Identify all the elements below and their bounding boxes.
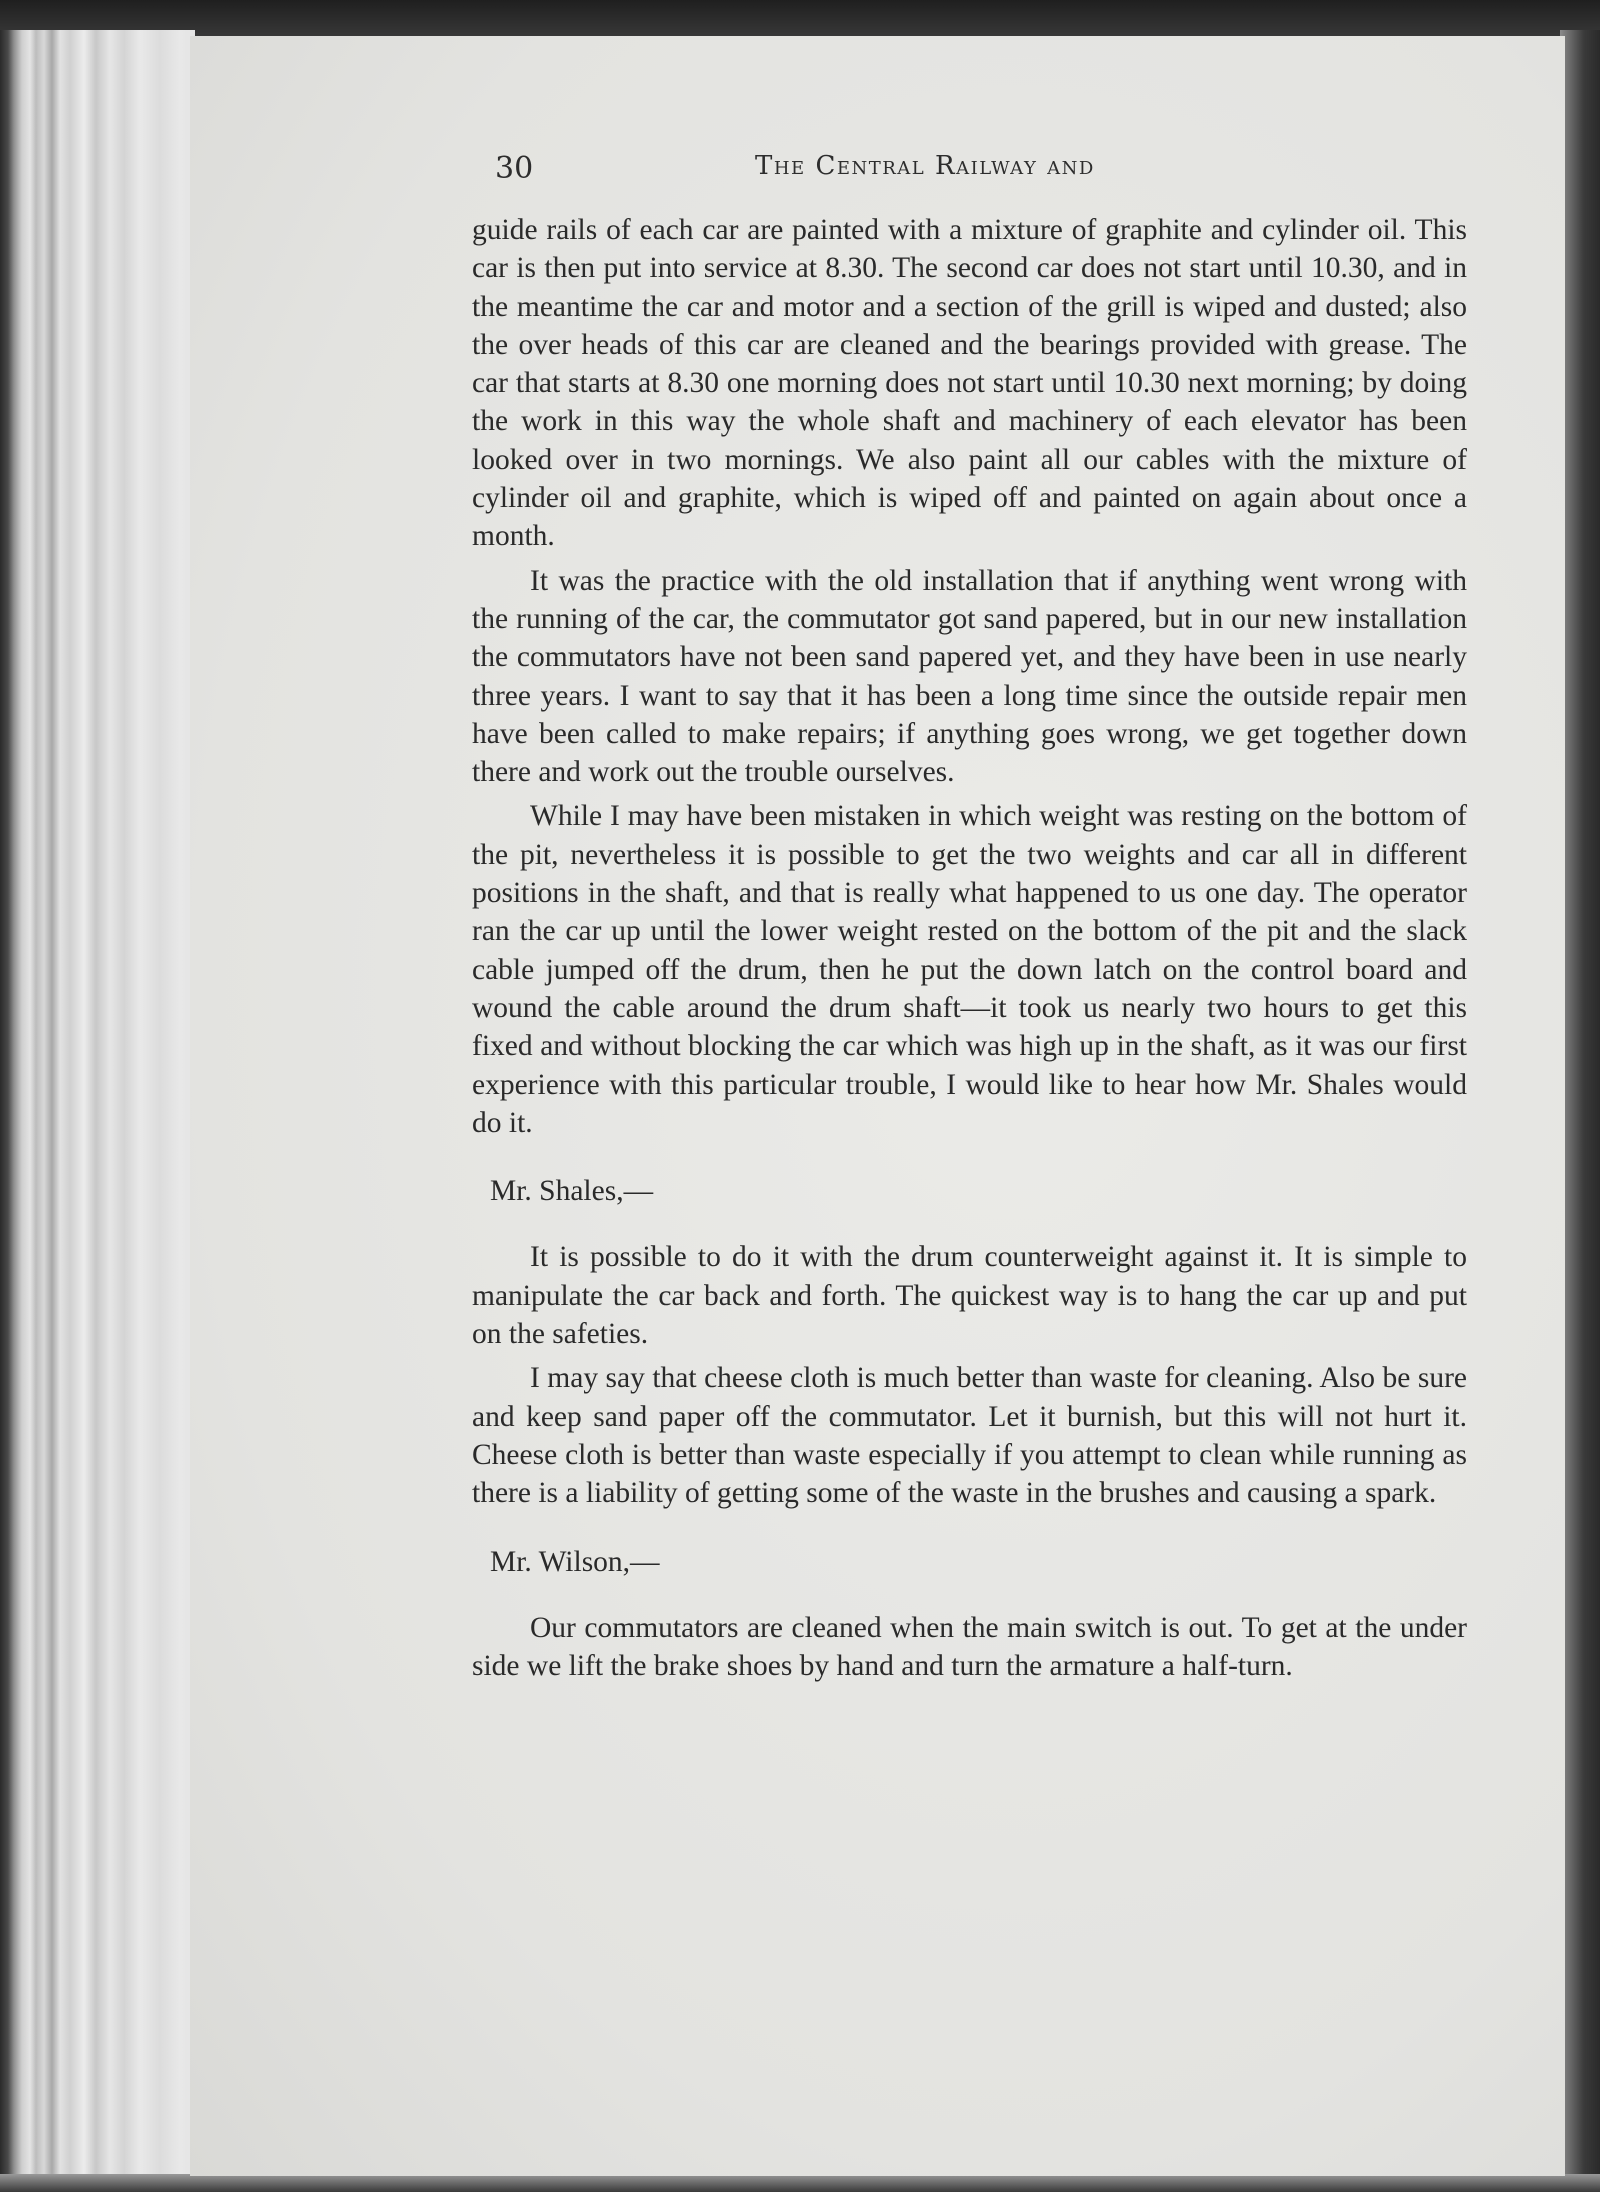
- page-body: [472, 211, 1467, 1685]
- paragraph-3: While I may have been mistaken in which weight was resting on the bottom of the pit, nevertheless it is possible to get the two weights and car all in different positions in the shaft, and that is really what happened to us one day. The operator ran the car up until the lower weight rested on the bottom of the pit and the slack cable jumped off the drum, then he put the down latch on the control board and wound the cable around the drum shaft—it took us nearly two hours to get this fixed and without blocking the car which was high up in the shaft, as it was our first experience with this particular trouble, I would like to hear how Mr. Shales would do it.: [472, 800, 1467, 1139]
- scan-top-edge: [0, 0, 1600, 40]
- page-number: 30: [495, 151, 534, 186]
- book-binding-edge: [0, 30, 195, 2192]
- paragraph-6: Our commutators are cleaned when the main switch is out. To get at the under side we lift the brake shoes by hand and turn the armature a half-turn.: [472, 1611, 1467, 1683]
- scan-bottom-edge: [0, 2174, 1600, 2192]
- paragraph-1: guide rails of each car are painted with a mixture of graphite and cylinder oil. This car is then put into service at 8.30. The second car does not start until 10.30, and in the meantime the car and motor and a section of the grill is wiped and dusted; also the over heads of this car are cleaned and the bearings provided with grease. The car that starts at 8.30 one morning does not start until 10.30 next morning; by doing the work in this way the whole shaft and machinery of each elevator has been looked over in two mornings. We also paint all our cables with the mixture of cylinder oil and graphite, which is wiped off and painted on again about once a month.: [472, 214, 1467, 553]
- running-title: The Central Railway and: [755, 151, 1095, 181]
- paragraph-5: I may say that cheese cloth is much better than waste for cleaning. Also be sure and keep sand paper off the commutator. Let it burnish, but this will not hurt it. Cheese cloth is better than waste especially if you attempt to clean while running as there is a liability of getting some of the waste in the brushes and causing a spark.: [472, 1362, 1467, 1510]
- speaker-shales: Mr. Shales,—: [490, 1175, 654, 1208]
- scan-right-edge: [1560, 30, 1600, 2192]
- speaker-wilson: Mr. Wilson,—: [490, 1545, 660, 1578]
- paragraph-2: It was the practice with the old installation that if anything went wrong with the running of the car, the commutator got sand papered, but in our new installation the commutators have not been sand papered yet, and they have been in use nearly three years. I want to say that it has been a long time since the outside repair men have been called to make repairs; if anything goes wrong, we get together down there and work out the trouble ourselves.: [472, 564, 1467, 789]
- paragraph-4: It is possible to do it with the drum counterweight against it. It is simple to manipulate the car back and forth. The quickest way is to hang the car up and put on the safeties.: [472, 1241, 1467, 1351]
- page-paper: [190, 36, 1565, 2176]
- page-header: [495, 151, 1395, 201]
